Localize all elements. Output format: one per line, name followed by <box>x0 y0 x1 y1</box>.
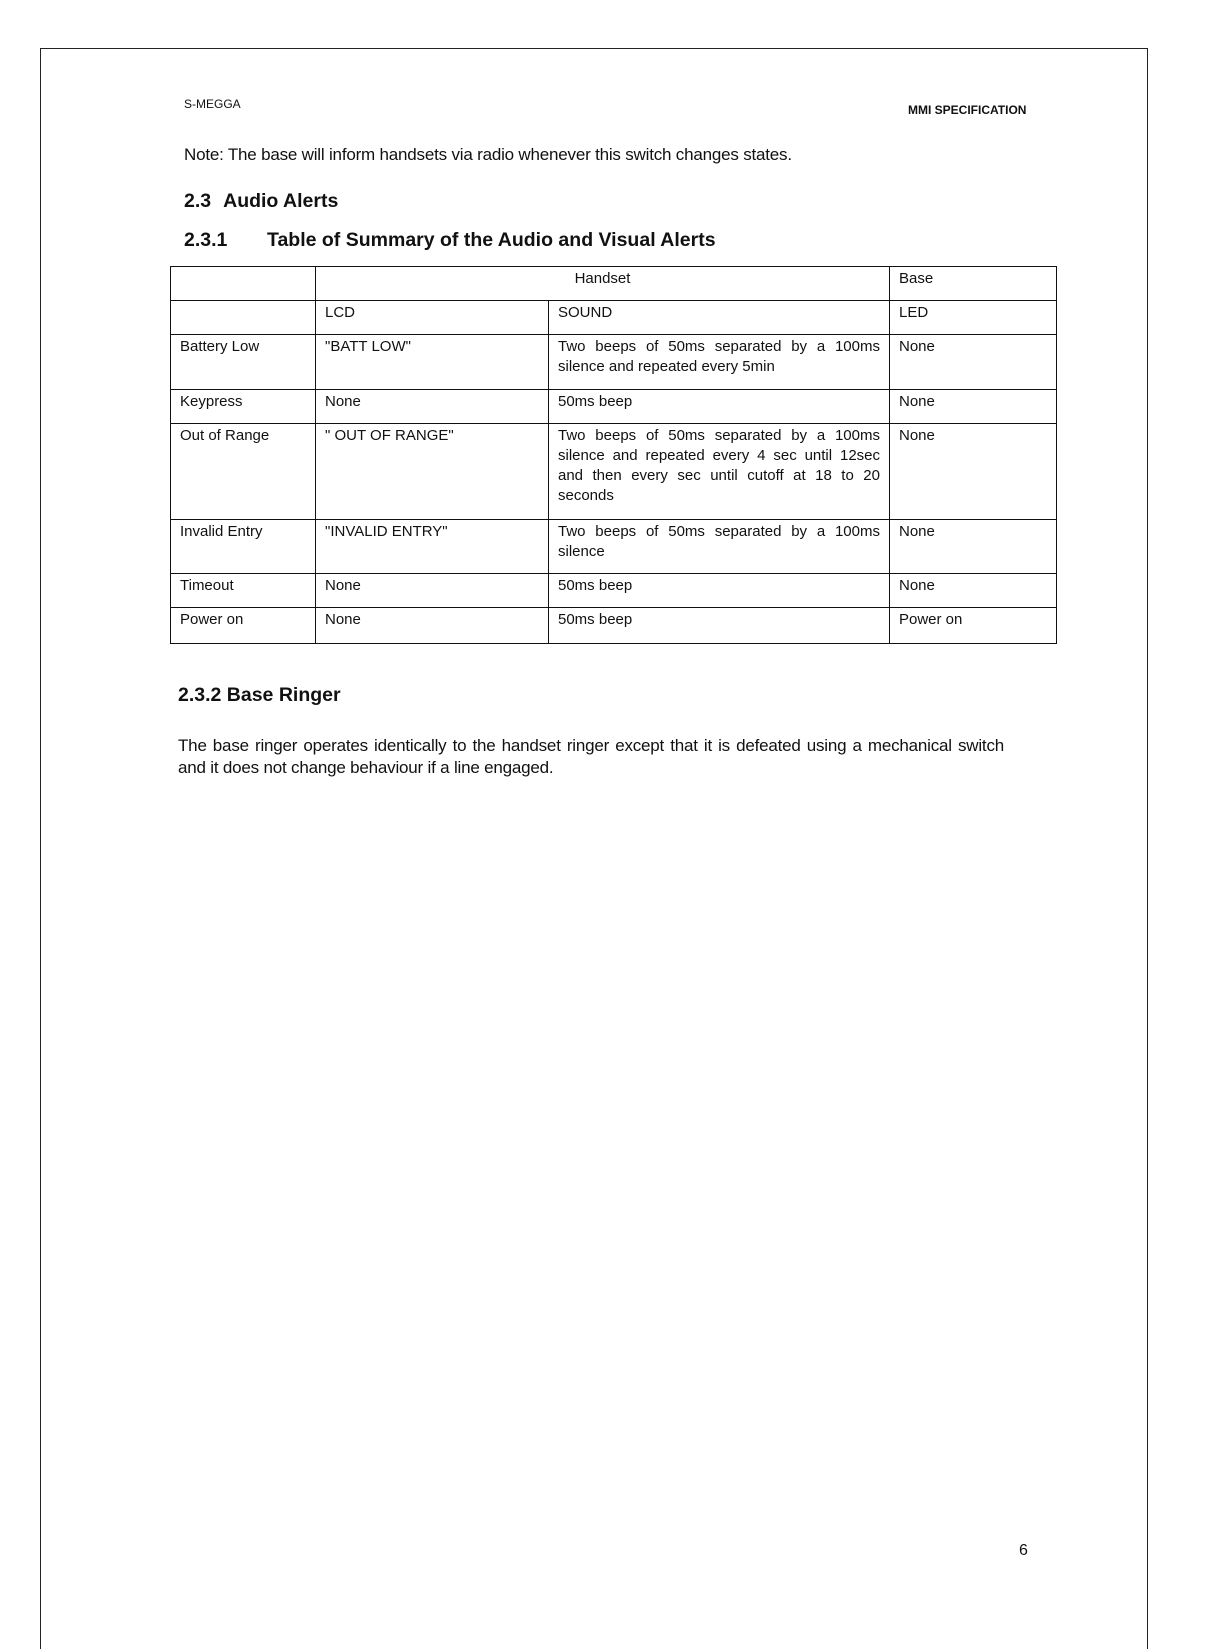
table-row <box>171 390 1057 424</box>
base-header: Base <box>890 267 1057 301</box>
page-number: 6 <box>1019 1542 1028 1559</box>
sound-cell: Two beeps of 50ms separated by a 100ms silence and repeated every 5min <box>549 335 890 390</box>
lcd-cell: "BATT LOW" <box>316 335 549 390</box>
note-text: Note: The base will inform handsets via radio whenever this switch changes states. <box>184 145 792 164</box>
table-row <box>171 520 1057 574</box>
led-cell: Power on <box>890 608 1057 644</box>
event-cell: Invalid Entry <box>171 520 316 574</box>
lcd-cell: "INVALID ENTRY" <box>316 520 549 574</box>
table-row <box>171 335 1057 390</box>
event-cell: Keypress <box>171 390 316 424</box>
empty-cell <box>171 267 316 301</box>
event-cell: Power on <box>171 608 316 644</box>
led-cell: None <box>890 335 1057 390</box>
sound-cell: Two beeps of 50ms separated by a 100ms silence and repeated every 4 sec until 12sec and then every sec until cutoff at 18 to 20 seconds <box>549 424 890 520</box>
alerts-table <box>170 266 1057 644</box>
section-number: 2.3 <box>184 190 212 212</box>
empty-cell <box>171 301 316 335</box>
handset-header: Handset <box>316 267 890 301</box>
table-column-header-row <box>171 301 1057 335</box>
table-row <box>171 574 1057 608</box>
table-row <box>171 608 1057 644</box>
lcd-cell: None <box>316 390 549 424</box>
sound-cell: 50ms beep <box>549 390 890 424</box>
lcd-cell: None <box>316 608 549 644</box>
event-cell: Out of Range <box>171 424 316 520</box>
table-row <box>171 424 1057 520</box>
lcd-cell: " OUT OF RANGE" <box>316 424 549 520</box>
event-cell: Timeout <box>171 574 316 608</box>
event-cell: Battery Low <box>171 335 316 390</box>
subsection-heading <box>184 229 716 252</box>
header-doc-name: S-MEGGA <box>184 97 241 111</box>
led-cell: None <box>890 574 1057 608</box>
led-cell: None <box>890 424 1057 520</box>
sound-cell: 50ms beep <box>549 574 890 608</box>
sound-cell: Two beeps of 50ms separated by a 100ms silence <box>549 520 890 574</box>
base-ringer-paragraph: The base ringer operates identically to the handset ringer except that it is defeated using a mechanical switch and it does not change behaviour if a line engaged. <box>178 736 1004 777</box>
led-cell: None <box>890 390 1057 424</box>
subsection-heading-base-ringer: 2.3.2 Base Ringer <box>178 684 341 706</box>
lcd-header: LCD <box>316 301 549 335</box>
header-doc-type: MMI SPECIFICATION <box>908 103 1027 117</box>
subsection-number: 2.3.1 <box>184 229 228 251</box>
table-group-header-row <box>171 267 1057 301</box>
section-heading <box>184 190 338 213</box>
subsection-title: Table of Summary of the Audio and Visual Alerts <box>267 229 716 251</box>
led-header: LED <box>890 301 1057 335</box>
sound-header: SOUND <box>549 301 890 335</box>
led-cell: None <box>890 520 1057 574</box>
lcd-cell: None <box>316 574 549 608</box>
sound-cell: 50ms beep <box>549 608 890 644</box>
section-title: Audio Alerts <box>223 190 339 212</box>
